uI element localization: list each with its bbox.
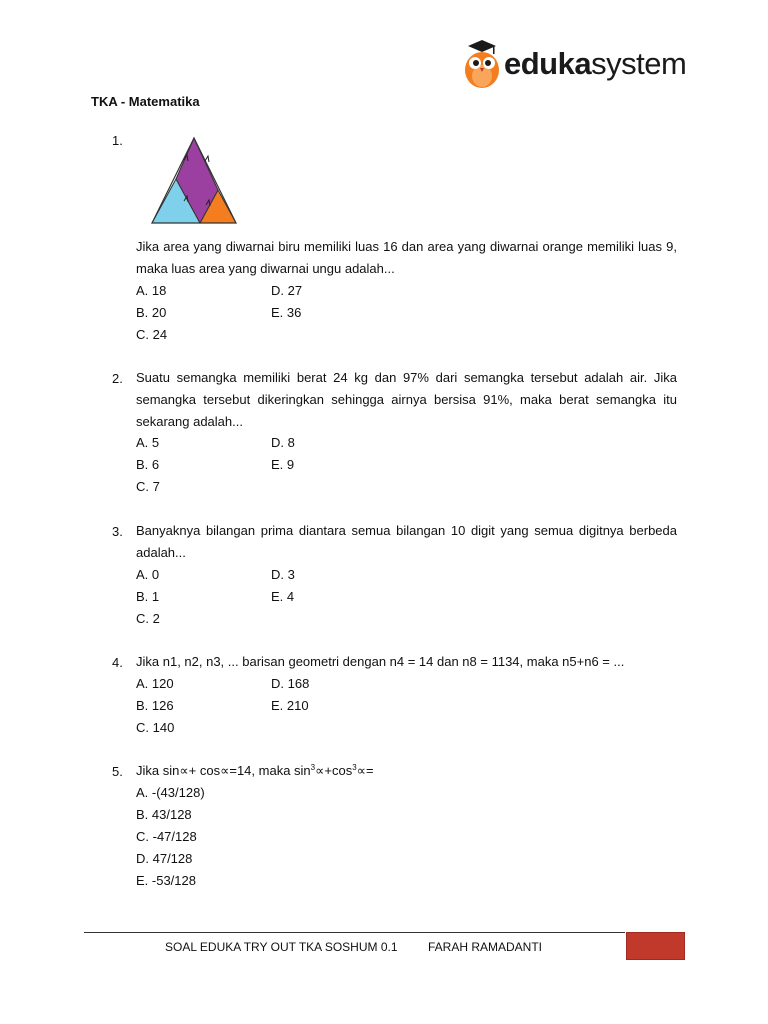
question-2-option-a: A. 5 bbox=[136, 435, 160, 450]
question-3-option-c: C. 2 bbox=[136, 611, 160, 626]
question-2-option-e: E. 9 bbox=[271, 457, 295, 472]
question-5-sup-2: 3 bbox=[352, 763, 357, 772]
footer-page-box bbox=[626, 932, 685, 960]
question-1-option-b: B. 20 bbox=[136, 305, 167, 320]
section-title: TKA - Matematika bbox=[91, 94, 200, 109]
logo-text-regular: system bbox=[591, 46, 687, 81]
question-4-number: 4. bbox=[112, 655, 123, 670]
question-4-option-d: D. 168 bbox=[271, 676, 310, 691]
question-5-text-c: ∝= bbox=[356, 763, 374, 778]
question-5-number: 5. bbox=[112, 764, 123, 779]
question-3-number: 3. bbox=[112, 524, 123, 539]
question-1-option-e: E. 36 bbox=[271, 305, 302, 320]
question-1-text: Jika area yang diwarnai biru memiliki luas 16 dan area yang diwarnai orange memiliki luas 9, maka luas area yang diwarnai ungu adalah... bbox=[136, 239, 677, 276]
footer-right-text: FARAH RAMADANTI bbox=[428, 940, 543, 954]
question-5-option-b: B. 43/128 bbox=[136, 807, 192, 822]
owl-graduation-cap-icon bbox=[460, 38, 504, 90]
triangle-figure bbox=[148, 133, 240, 225]
question-5-option-a: A. -(43/128) bbox=[136, 785, 205, 800]
question-3-text: Banyaknya bilangan prima diantara semua bilangan 10 digit yang semua digitnya berbeda adalah... bbox=[136, 523, 677, 560]
question-5-text-b: ∝+cos bbox=[315, 763, 353, 778]
question-5-option-c: C. -47/128 bbox=[136, 829, 197, 844]
footer-divider bbox=[84, 932, 625, 933]
question-5-text-a: Jika sin∝+ cos∝=14, maka sin bbox=[136, 763, 311, 778]
question-4-option-c: C. 140 bbox=[136, 720, 175, 735]
question-3-option-a: A. 0 bbox=[136, 567, 160, 582]
question-2-option-c: C. 7 bbox=[136, 479, 160, 494]
footer-left-text: SOAL EDUKA TRY OUT TKA SOSHUM 0.1 bbox=[165, 940, 398, 954]
question-2-option-d: D. 8 bbox=[271, 435, 295, 450]
question-5-option-e: E. -53/128 bbox=[136, 873, 196, 888]
question-5-text bbox=[136, 760, 677, 782]
eduka-system-logo bbox=[460, 38, 700, 94]
question-1-option-a: A. 18 bbox=[136, 283, 167, 298]
question-3-option-b: B. 1 bbox=[136, 589, 160, 604]
question-4-option-a: A. 120 bbox=[136, 676, 174, 691]
question-2-number: 2. bbox=[112, 371, 123, 386]
question-1-option-d: D. 27 bbox=[271, 283, 303, 298]
logo-wordmark bbox=[504, 44, 686, 84]
question-2-text: Suatu semangka memiliki berat 24 kg dan 97% dari semangka tersebut adalah air. Jika semangka tersebut dikeringkan sehingga airnya bersisa 91%, maka berat semangka itu sekarang adalah... bbox=[136, 370, 677, 429]
question-2-option-b: B. 6 bbox=[136, 457, 160, 472]
question-4-option-b: B. 126 bbox=[136, 698, 174, 713]
question-3-option-e: E. 4 bbox=[271, 589, 295, 604]
question-5-sup-1: 3 bbox=[310, 763, 316, 772]
question-1-option-c: C. 24 bbox=[136, 327, 168, 342]
logo-text-bold: eduka bbox=[504, 46, 592, 81]
question-3-option-d: D. 3 bbox=[271, 567, 295, 582]
question-4-text: Jika n1, n2, n3, ... barisan geometri dengan n4 = 14 dan n8 = 1134, maka n5+n6 = ... bbox=[136, 654, 625, 669]
question-1-number: 1. bbox=[112, 133, 123, 148]
question-5-option-d: D. 47/128 bbox=[136, 851, 193, 866]
question-4-option-e: E. 210 bbox=[271, 698, 309, 713]
